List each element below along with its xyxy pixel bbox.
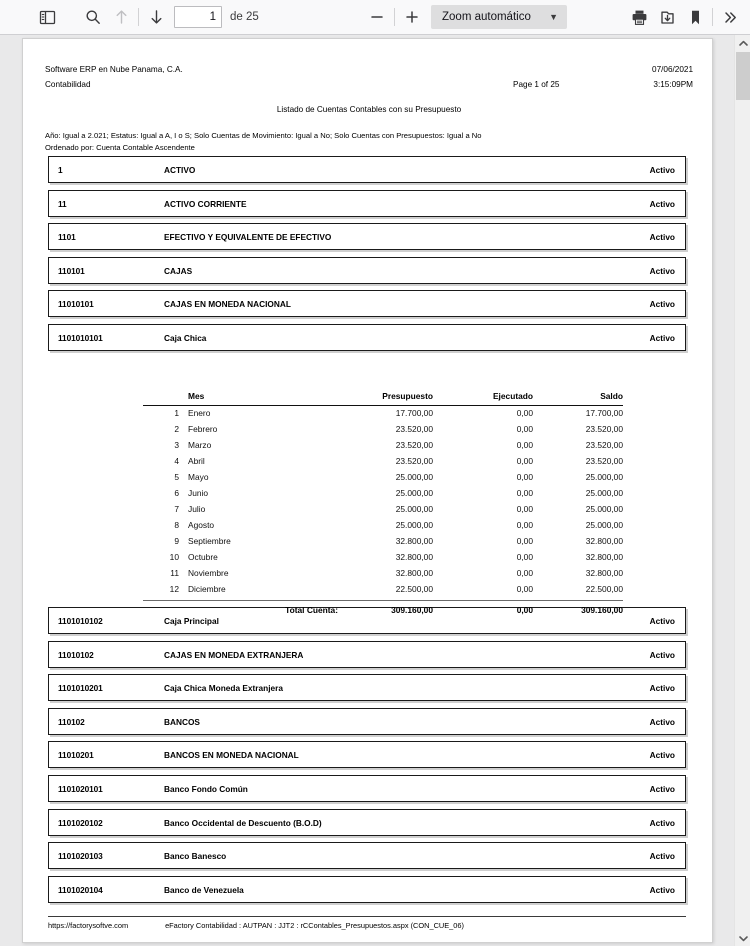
account-name: EFECTIVO Y EQUIVALENTE DE EFECTIVO <box>164 232 332 243</box>
budget-row-saldo: 25.000,00 <box>585 504 623 514</box>
account-status: Activo <box>649 265 675 276</box>
account-name: Banco Banesco <box>164 851 227 862</box>
col-header-presupuesto: Presupuesto <box>382 391 433 401</box>
budget-row-index: 2 <box>174 424 179 434</box>
account-code: 11010201 <box>58 750 94 761</box>
header-row-1 <box>45 65 693 80</box>
budget-row-presupuesto: 23.520,00 <box>395 424 433 434</box>
account-status: Activo <box>649 784 675 794</box>
zoom-in-icon[interactable] <box>398 4 426 30</box>
page-indicator: Page 1 of 25 <box>513 80 560 89</box>
scrollbar-thumb[interactable] <box>736 52 750 100</box>
vertical-scrollbar[interactable] <box>734 35 750 946</box>
budget-row-index: 12 <box>169 584 179 594</box>
account-status: Activo <box>649 884 675 895</box>
zoom-level-label: Zoom automático <box>442 11 531 23</box>
save-icon[interactable] <box>653 4 681 30</box>
budget-row-presupuesto: 32.800,00 <box>395 552 433 562</box>
account-row <box>48 223 686 250</box>
budget-row-index: 10 <box>169 552 179 562</box>
print-icon[interactable] <box>625 4 653 30</box>
account-row <box>48 674 686 701</box>
bookmark-icon[interactable] <box>681 4 709 30</box>
budget-row-ejecutado: 0,00 <box>516 472 533 482</box>
budget-row-month: Agosto <box>188 520 215 530</box>
report-filters <box>45 130 693 153</box>
budget-row-presupuesto: 32.800,00 <box>395 536 433 546</box>
account-row <box>48 290 686 317</box>
budget-row-presupuesto: 25.000,00 <box>395 520 433 530</box>
account-code: 1101010102 <box>58 616 103 626</box>
page-content <box>23 39 713 943</box>
budget-row-month: Febrero <box>188 424 218 434</box>
account-row <box>48 156 686 183</box>
budget-row-ejecutado: 0,00 <box>516 520 533 530</box>
budget-row-index: 6 <box>174 488 179 498</box>
budget-row <box>143 582 623 598</box>
report-title: Listado de Cuentas Contables con su Presupuesto <box>276 105 462 114</box>
report-date: 07/06/2021 <box>652 65 693 74</box>
scroll-up-icon[interactable] <box>735 35 750 51</box>
account-name: ACTIVO <box>164 165 196 175</box>
account-row <box>48 809 686 836</box>
report-time: 3:15:09PM <box>653 80 693 89</box>
budget-row-saldo: 23.520,00 <box>585 440 623 450</box>
total-presupuesto: 309.160,00 <box>391 605 433 615</box>
account-row <box>48 190 686 217</box>
budget-row-presupuesto: 32.800,00 <box>395 568 433 578</box>
budget-row-saldo: 32.800,00 <box>585 552 623 562</box>
budget-row-presupuesto: 23.520,00 <box>395 440 433 450</box>
account-code: 11010102 <box>58 649 94 660</box>
budget-row-month: Diciembre <box>188 584 226 594</box>
account-status: Activo <box>649 198 675 209</box>
header-row-2 <box>45 80 693 95</box>
budget-row <box>143 486 623 502</box>
account-name: CAJAS <box>164 265 193 276</box>
budget-row-saldo: 25.000,00 <box>585 472 623 482</box>
toolbar-divider-1 <box>138 8 139 26</box>
account-code: 1101010201 <box>58 683 103 694</box>
account-code: 1101 <box>58 232 76 243</box>
document-footer <box>48 916 686 930</box>
budget-row <box>143 422 623 438</box>
budget-row-ejecutado: 0,00 <box>516 408 533 418</box>
budget-row-presupuesto: 17.700,00 <box>395 408 433 418</box>
budget-row <box>143 454 623 470</box>
account-name: Caja Principal <box>164 616 219 626</box>
budget-row-ejecutado: 0,00 <box>516 488 533 498</box>
budget-row-month: Mayo <box>188 472 209 482</box>
budget-row-index: 8 <box>174 520 179 530</box>
account-code: 11010101 <box>58 299 94 310</box>
account-status: Activo <box>649 232 675 243</box>
zoom-out-icon[interactable] <box>363 4 391 30</box>
pdf-toolbar <box>0 0 750 35</box>
pdf-viewer <box>0 35 734 946</box>
budget-row-month: Abril <box>188 456 205 466</box>
page-number-input[interactable] <box>174 6 222 28</box>
budget-row-month: Enero <box>188 408 211 418</box>
toolbar-divider-3 <box>712 8 713 26</box>
budget-row-month: Junio <box>188 488 209 498</box>
budget-row-ejecutado: 0,00 <box>516 440 533 450</box>
budget-row <box>143 518 623 534</box>
col-header-saldo: Saldo <box>600 391 623 401</box>
account-code: 1101020103 <box>58 851 103 862</box>
account-row <box>48 741 686 768</box>
account-row <box>48 842 686 869</box>
account-status: Activo <box>649 333 675 343</box>
budget-row-ejecutado: 0,00 <box>516 456 533 466</box>
chevron-down-icon: ▼ <box>549 12 558 22</box>
previous-page-icon[interactable] <box>107 4 135 30</box>
budget-row-saldo: 23.520,00 <box>585 456 623 466</box>
budget-row-saldo: 32.800,00 <box>585 536 623 546</box>
budget-row-presupuesto: 25.000,00 <box>395 472 433 482</box>
zoom-controls <box>363 4 567 30</box>
page-count-label: de 25 <box>230 11 259 23</box>
toolbar-divider-2 <box>394 8 395 26</box>
budget-row-index: 4 <box>174 456 179 466</box>
account-code: 1101010101 <box>58 333 103 343</box>
scroll-down-icon[interactable] <box>735 930 750 946</box>
account-status: Activo <box>649 616 675 626</box>
document-header <box>45 65 693 152</box>
page-navigation <box>174 6 259 28</box>
budget-row <box>143 470 623 486</box>
budget-row-saldo: 23.520,00 <box>585 424 623 434</box>
account-code: 1101020102 <box>58 817 103 828</box>
budget-row-month: Septiembre <box>188 536 231 546</box>
budget-row-saldo: 22.500,00 <box>585 584 623 594</box>
company-name: Software ERP en Nube Panama, C.A. <box>45 65 183 74</box>
col-header-mes: Mes <box>188 391 205 401</box>
budget-row-index: 1 <box>174 408 179 418</box>
account-status: Activo <box>649 817 675 828</box>
budget-row-saldo: 25.000,00 <box>585 488 623 498</box>
account-code: 110102 <box>58 716 85 727</box>
footer-url[interactable]: https://factorysoftve.com <box>48 921 129 930</box>
account-name: Caja Chica Moneda Extranjera <box>164 683 283 694</box>
budget-row-presupuesto: 22.500,00 <box>395 584 433 594</box>
account-name: Banco de Venezuela <box>164 884 244 895</box>
budget-row-ejecutado: 0,00 <box>516 424 533 434</box>
account-name: CAJAS EN MONEDA EXTRANJERA <box>164 649 304 660</box>
budget-row <box>143 502 623 518</box>
budget-row-ejecutado: 0,00 <box>516 584 533 594</box>
account-status: Activo <box>649 649 675 660</box>
filters-line-2: Ordenado por: Cuenta Contable Ascendente <box>45 142 195 152</box>
budget-row-presupuesto: 25.000,00 <box>395 504 433 514</box>
account-name: ACTIVO CORRIENTE <box>164 198 247 209</box>
account-name: CAJAS EN MONEDA NACIONAL <box>164 299 291 310</box>
budget-row <box>143 550 623 566</box>
search-icon[interactable] <box>79 4 107 30</box>
budget-rows-container <box>143 406 623 598</box>
budget-row-ejecutado: 0,00 <box>516 504 533 514</box>
budget-row <box>143 438 623 454</box>
budget-row-saldo: 17.700,00 <box>585 408 623 418</box>
account-code: 11 <box>58 198 67 209</box>
account-row <box>48 641 686 668</box>
account-status: Activo <box>649 851 675 862</box>
budget-row-presupuesto: 25.000,00 <box>395 488 433 498</box>
budget-row <box>143 534 623 550</box>
account-name: BANCOS <box>164 716 200 727</box>
account-row <box>48 257 686 284</box>
account-code: 1 <box>58 165 63 175</box>
account-row <box>48 876 686 903</box>
budget-row-saldo: 32.800,00 <box>585 568 623 578</box>
account-row <box>48 708 686 735</box>
footer-info: eFactory Contabilidad : AUTPAN : JJT2 : rCContables_Presupuestos.aspx (CON_CUE_06) <box>165 921 464 930</box>
budget-row-month: Noviembre <box>188 568 229 578</box>
account-name: Caja Chica <box>164 333 207 343</box>
budget-row-ejecutado: 0,00 <box>516 552 533 562</box>
budget-row-index: 7 <box>174 504 179 514</box>
account-name: Banco Occidental de Descuento (B.O.D) <box>164 817 322 828</box>
next-page-icon[interactable] <box>142 4 170 30</box>
account-status: Activo <box>649 750 675 761</box>
budget-row-ejecutado: 0,00 <box>516 568 533 578</box>
account-code: 1101020104 <box>58 884 103 895</box>
budget-row-month: Marzo <box>188 440 212 450</box>
filters-line-1: Año: Igual a 2.021; Estatus: Igual a A, I o S; Solo Cuentas de Movimiento: Igual a No; Solo Cuentas con Presupuestos: Igual a No <box>45 131 482 140</box>
budget-row-index: 9 <box>174 536 179 546</box>
budget-row-ejecutado: 0,00 <box>516 536 533 546</box>
total-label: Total Cuenta: <box>285 605 338 615</box>
account-status: Activo <box>649 165 675 175</box>
budget-row-saldo: 25.000,00 <box>585 520 623 530</box>
budget-row <box>143 406 623 422</box>
account-status: Activo <box>649 683 675 694</box>
budget-row-month: Julio <box>188 504 206 514</box>
budget-row-index: 5 <box>174 472 179 482</box>
account-name: Banco Fondo Común <box>164 784 248 794</box>
account-status: Activo <box>649 299 675 310</box>
pdf-page-1 <box>22 38 713 943</box>
more-tools-icon[interactable] <box>716 4 744 30</box>
budget-total-row <box>143 600 623 618</box>
account-status: Activo <box>649 716 675 727</box>
sidebar-toggle-icon[interactable] <box>33 4 61 30</box>
department-name: Contabilidad <box>45 80 91 89</box>
total-ejecutado: 0,00 <box>516 605 533 615</box>
budget-row-month: Octubre <box>188 552 218 562</box>
account-code: 1101020101 <box>58 784 103 794</box>
budget-row <box>143 566 623 582</box>
account-name: BANCOS EN MONEDA NACIONAL <box>164 750 299 761</box>
total-saldo: 309.160,00 <box>581 605 623 615</box>
col-header-ejecutado: Ejecutado <box>492 391 533 401</box>
budget-row-presupuesto: 23.520,00 <box>395 456 433 466</box>
budget-row-index: 11 <box>170 568 179 578</box>
account-code: 110101 <box>58 265 85 276</box>
budget-row-index: 3 <box>174 440 179 450</box>
account-row <box>48 324 686 351</box>
budget-table-header <box>143 391 623 406</box>
account-row <box>48 775 686 802</box>
zoom-level-select[interactable] <box>431 5 567 29</box>
budget-table <box>143 391 623 618</box>
